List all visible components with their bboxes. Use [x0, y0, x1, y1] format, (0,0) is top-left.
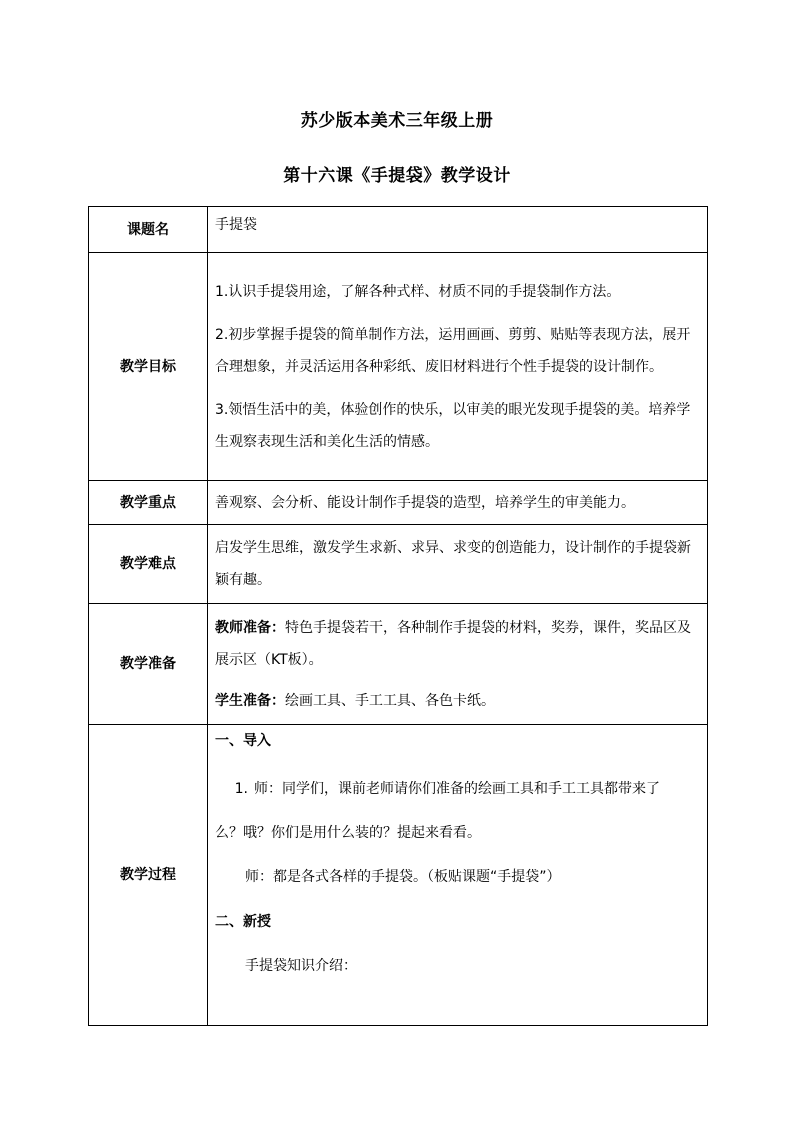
document-title: 苏少版本美术三年级上册 [300, 111, 494, 131]
objectives-content [208, 253, 708, 481]
objective-item-1: 1.认识手提袋用途，了解各种式样、材质不同的手提袋制作方法。 [215, 283, 621, 300]
process-item-1 [215, 774, 703, 804]
key-points-value: 善观察、会分析、能设计制作手提袋的造型，培养学生的审美能力。 [208, 481, 708, 525]
process-item-1-number: 1. [234, 781, 248, 797]
student-preparation-label: 学生准备： [215, 692, 285, 709]
process-continuation: 么？哦？你们是用什么装的？提起来看看。 [215, 825, 481, 841]
section-intro-heading: 一、导入 [215, 733, 271, 749]
teacher-preparation [215, 612, 703, 676]
topic-value: 手提袋 [208, 207, 708, 253]
row-process [89, 725, 708, 1026]
objectives-label: 教学目标 [89, 253, 208, 481]
row-preparation [89, 604, 708, 725]
lesson-title: 第十六课《手提袋》教学设计 [283, 166, 511, 186]
preparation-content [208, 604, 708, 725]
row-topic [89, 207, 708, 253]
process-content [208, 725, 708, 1026]
objective-item-3: 3.领悟生活中的美，体验创作的快乐，以审美的眼光发现手提袋的美。培养学生观察表现生活和美化生活的情感。 [215, 401, 691, 450]
row-key-points [89, 481, 708, 525]
difficulties-label: 教学难点 [89, 525, 208, 604]
objective-item-2: 2.初步掌握手提袋的简单制作方法，运用画画、剪剪、贴贴等表现方法，展开合理想象，并灵活运用各种彩纸、废旧材料进行个性手提袋的设计制作。 [215, 326, 691, 375]
key-points-label: 教学重点 [89, 481, 208, 525]
student-preparation [215, 685, 703, 717]
teacher-preparation-label: 教师准备： [215, 619, 285, 636]
topic-label: 课题名 [89, 207, 208, 253]
section-new-heading: 二、新授 [215, 914, 271, 930]
difficulties-value: 启发学生思维，激发学生求新、求异、求变的创造能力，设计制作的手提袋新颖有趣。 [208, 525, 708, 604]
lesson-plan-table [88, 206, 708, 1026]
process-item-1-text: 师：同学们，课前老师请你们准备的绘画工具和手工工具都带来了 [254, 781, 660, 797]
process-intro-line: 手提袋知识介绍： [245, 958, 357, 974]
row-objectives [89, 253, 708, 481]
student-preparation-text: 绘画工具、手工工具、各色卡纸。 [285, 692, 495, 709]
teacher-preparation-text: 特色手提袋若干，各种制作手提袋的材料，奖券，课件，奖品区及展示区（KT板）。 [215, 619, 691, 668]
process-teacher-line: 师：都是各式各样的手提袋。（板贴课题“手提袋”） [245, 869, 561, 885]
row-difficulties [89, 525, 708, 604]
process-label: 教学过程 [89, 725, 208, 1026]
preparation-label: 教学准备 [89, 604, 208, 725]
